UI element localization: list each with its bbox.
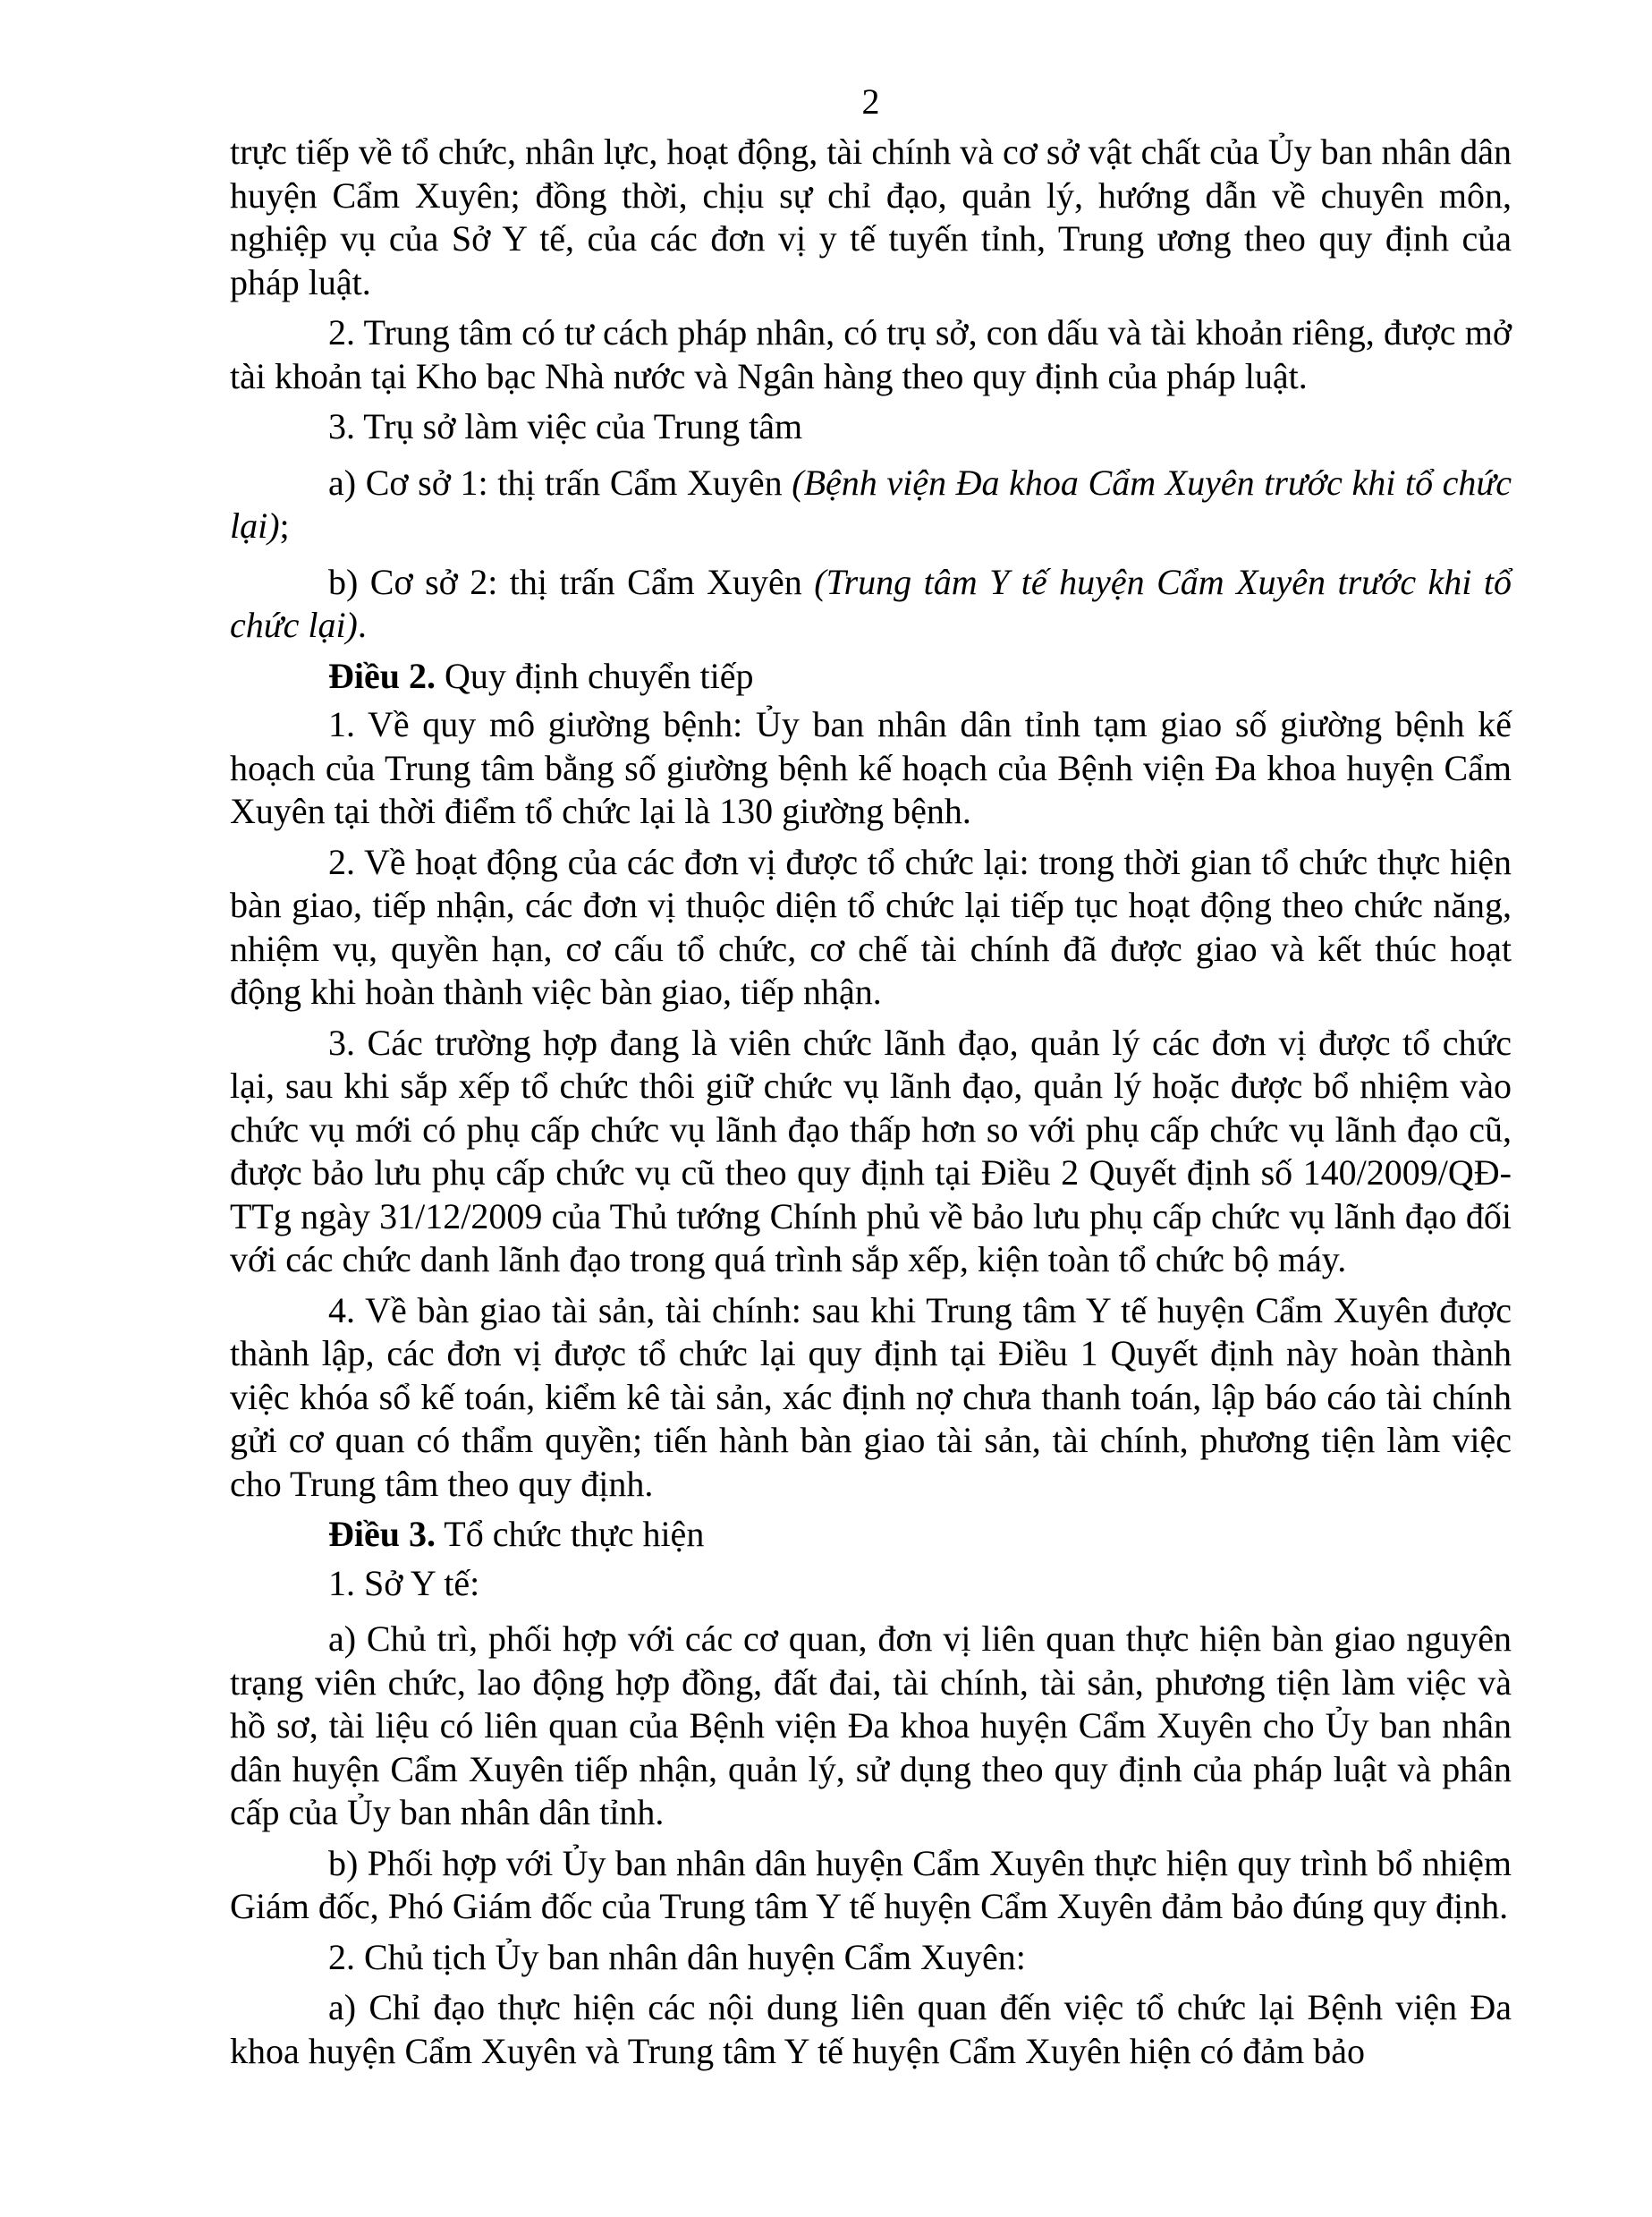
- facility-1-end: ;: [279, 505, 290, 546]
- facility-1-text: a) Cơ sở 1: thị trấn Cẩm Xuyên: [328, 462, 792, 503]
- paragraph-bed-capacity: 1. Về quy mô giường bệnh: Ủy ban nhân dân tỉnh tạm giao số giường bệnh kế hoạch của Trung tâm bằng số giường bệnh kế hoạch của Bệnh viện Đa khoa huyện Cẩm Xuyên tại thời điểm tổ chức lại là 130 giường bệnh.: [230, 704, 1512, 831]
- article-2-heading: [230, 655, 1512, 699]
- paragraph-district-chairman: 2. Chủ tịch Ủy ban nhân dân huyện Cẩm Xuyên:: [328, 1936, 1026, 1977]
- page-number: 2: [861, 81, 880, 122]
- article-2-label: Điều 2.: [328, 655, 436, 696]
- paragraph-health-department: 1. Sở Y tế:: [328, 1562, 480, 1603]
- paragraph-legal-status: 2. Trung tâm có tư cách pháp nhân, có trụ sở, con dấu và tài khoản riêng, được mở tài khoản tại Kho bạc Nhà nước và Ngân hàng theo quy định của pháp luật.: [230, 312, 1512, 396]
- paragraph-health-dept-b: b) Phối hợp với Ủy ban nhân dân huyện Cẩm Xuyên thực hiện quy trình bổ nhiệm Giám đốc, Phó Giám đốc của Trung tâm Y tế huyện Cẩm Xuyên đảm bảo đúng quy định.: [230, 1842, 1512, 1926]
- article-3-title: Tổ chức thực hiện: [436, 1514, 705, 1554]
- facility-2-end: .: [357, 605, 367, 645]
- article-3-label: Điều 3.: [328, 1514, 436, 1554]
- facility-2-text: b) Cơ sở 2: thị trấn Cẩm Xuyên: [328, 561, 815, 602]
- paragraph-asset-handover: 4. Về bàn giao tài sản, tài chính: sau khi Trung tâm Y tế huyện Cẩm Xuyên được thành lập, các đơn vị được tổ chức lại quy định tại Điều 1 Quyết định này hoàn thành việc khóa sổ kế toán, kiểm kê tài sản, xác định nợ chưa thanh toán, lập báo cáo tài chính gửi cơ quan có thẩm quyền; tiến hành bàn giao tài sản, tài chính, phương tiện làm việc cho Trung tâm theo quy định.: [230, 1289, 1512, 1504]
- paragraph-district-chairman-a: a) Chỉ đạo thực hiện các nội dung liên quan đến việc tổ chức lại Bệnh viện Đa khoa huyện Cẩm Xuyên và Trung tâm Y tế huyện Cẩm Xuyên hiện có đảm bảo: [230, 1987, 1512, 2071]
- paragraph-headquarters: 3. Trụ sở làm việc của Trung tâm: [328, 406, 803, 446]
- article-3-heading: [230, 1513, 1512, 1557]
- paragraph-facility-2: [230, 561, 1512, 648]
- paragraph-health-dept-a: a) Chủ trì, phối hợp với các cơ quan, đơn vị liên quan thực hiện bàn giao nguyên trạng viên chức, lao động hợp đồng, đất đai, tài chính, tài sản, phương tiện làm việc và hồ sơ, tài liệu có liên quan của Bệnh viện Đa khoa huyện Cẩm Xuyên cho Ủy ban nhân dân huyện Cẩm Xuyên tiếp nhận, quản lý, sử dụng theo quy định của pháp luật và phân cấp của Ủy ban nhân dân tỉnh.: [230, 1618, 1512, 1832]
- paragraph-leadership-allowance: 3. Các trường hợp đang là viên chức lãnh đạo, quản lý các đơn vị được tổ chức lại, sau khi sắp xếp tổ chức thôi giữ chức vụ lãnh đạo, quản lý hoặc được bổ nhiệm vào chức vụ mới có phụ cấp chức vụ lãnh đạo thấp hơn so với phụ cấp chức vụ lãnh đạo cũ, được bảo lưu phụ cấp chức vụ cũ theo quy định tại Điều 2 Quyết định số 140/2009/QĐ-TTg ngày 31/12/2009 của Thủ tướng Chính phủ về bảo lưu phụ cấp chức vụ lãnh đạo đối với các chức danh lãnh đạo trong quá trình sắp xếp, kiện toàn tổ chức bộ máy.: [230, 1022, 1512, 1279]
- facility-1-note: (Bệnh viện Đa khoa Cẩm Xuyên trước khi tổ chức lại): [230, 462, 1512, 546]
- paragraph-facility-1: [230, 462, 1512, 548]
- facility-2-note: (Trung tâm Y tế huyện Cẩm Xuyên trước khi tổ chức lại): [230, 561, 1512, 645]
- document-page: [230, 81, 1512, 2080]
- paragraph-continuation: trực tiếp về tổ chức, nhân lực, hoạt động, tài chính và cơ sở vật chất của Ủy ban nhân dân huyện Cẩm Xuyên; đồng thời, chịu sự chỉ đạo, quản lý, hướng dẫn về chuyên môn, nghiệp vụ của Sở Y tế, của các đơn vị y tế tuyến tỉnh, Trung ương theo quy định của pháp luật.: [230, 132, 1512, 302]
- article-2-title: Quy định chuyển tiếp: [436, 655, 754, 696]
- paragraph-unit-operations: 2. Về hoạt động của các đơn vị được tổ chức lại: trong thời gian tổ chức thực hiện bàn giao, tiếp nhận, các đơn vị thuộc diện tổ chức lại tiếp tục hoạt động theo chức năng, nhiệm vụ, quyền hạn, cơ cấu tổ chức, cơ chế tài chính đã được giao và kết thúc hoạt động khi hoàn thành việc bàn giao, tiếp nhận.: [230, 841, 1512, 1012]
